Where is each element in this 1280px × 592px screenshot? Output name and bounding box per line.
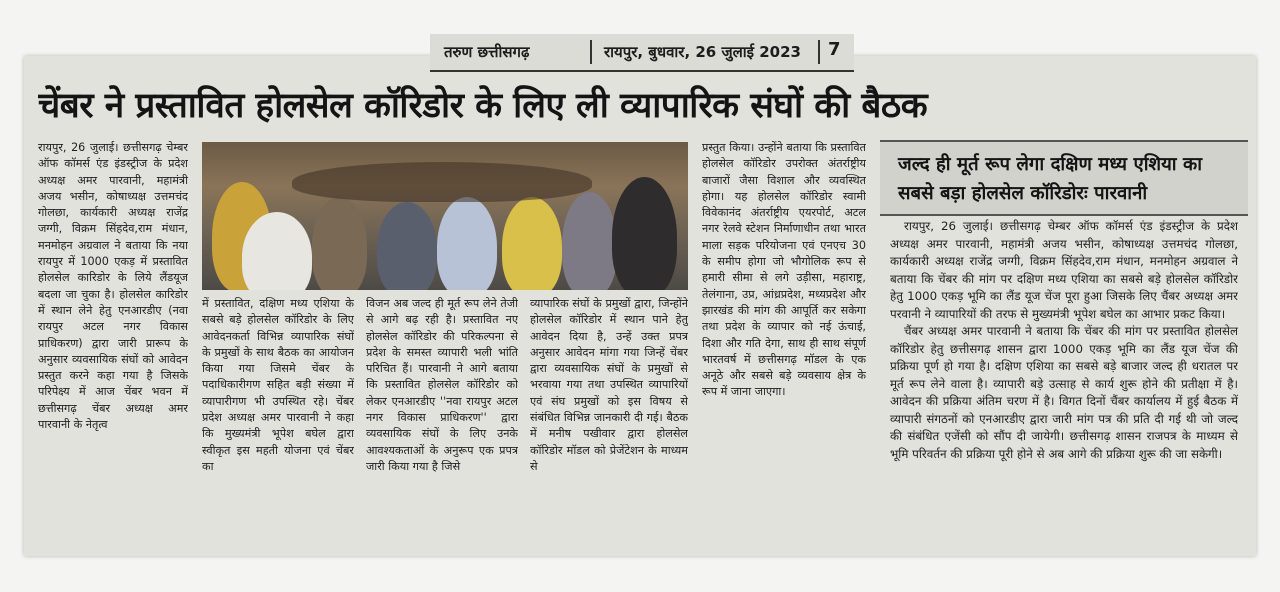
article-text: रायपुर, 26 जुलाई। छत्तीसगढ़ चेम्बर ऑफ कॉमर्स एंड इंडस्ट्रीज के प्रदेश अध्यक्ष अमर पारवानी, महामंत्री अजय भसीन, कोषाध्यक्ष उत्तमचंद गोलछा, कार्यकारी अध्यक्ष राजेंद्र जग्गी, विक्रम सिंहदेव,राम मंधान, मनमोहन अग्रवाल ने बताया कि नया रायपुर में 1000 एकड़ में प्रस्तावित होलसेल कारिडोर के लिये लैंडयूज बदला जा चुका है। होलसेल कारिडोर में स्थान लेने हेतु एनआरडीए (नवा रायपुर अटल नगर विकास प्राधिकरण) द्वारा जारी प्रारूप के अनुसार व्यवसायिक संघों को आवेदन प्रस्तुत करने कहा गया है जिसके परिपेक्ष्य में आज चेंबर भवन में छत्तीसगढ़ चेंबर अध्यक्ष अमर पारवानी के नेतृत्व xyxy=(38,141,188,432)
page-header xyxy=(430,34,854,72)
article-column-2 xyxy=(202,296,354,544)
header-divider xyxy=(590,40,592,64)
sidebar-paragraph-2: चैंबर अध्यक्ष अमर पारवानी ने बताया कि चेंबर की मांग पर प्रस्तावित होलसेल कॉरिडोर हेतु छत्तीसगढ़ शासन द्वारा 1000 एकड़ भूमि का लैंड यूज चेंज की प्रक्रिया पूर्ण हो गया है। दक्षिण एशिया का सबसे बड़े बाजार जल्द ही धरातल पर मूर्त रूप लेने वाला है। व्यापारी बड़े उत्साह से कार्य शुरू होने की प्रतीक्षा में है। आवेदन की प्रक्रिया अंतिम चरण में है। विगत दिनों चैंबर कार्यालय में हुई बैठक में व्यापारी संगठनों को एनआरडीए द्वारा जारी मांग पत्र की प्रति दी गई थी जो जल्द की संबंधित एजेंसी को सौंप दी जायेगी। छत्तीसगढ़ शासन राजपत्र के माध्यम से भूमि परिवर्तन की प्रक्रिया पूरी होने से अब आगे की प्रक्रिया शुरू की जा सकेगी। xyxy=(890,324,1238,461)
page-number: 7 xyxy=(828,39,841,60)
sidebar-title: जल्द ही मूर्त रूप लेगा दक्षिण मध्य एशिया का सबसे बड़ा होलसेल कॉरिडोरः पारवानी xyxy=(898,154,1203,204)
sidebar-paragraph-1: रायपुर, 26 जुलाई। छत्तीसगढ़ चेम्बर ऑफ कॉमर्स एंड इंडस्ट्रीज के प्रदेश अध्यक्ष अमर पारवानी, महामंत्री अजय भसीन, कोषाध्यक्ष उत्तमचंद गोलछा, कार्यकारी अध्यक्ष राजेंद्र जग्गी, विक्रम सिंहदेव,राम मंधान, मनमोहन अग्रवाल ने बताया कि चेंबर की मांग पर दक्षिण मध्य एशिया का सबसे बड़े होलसेल कॉरिडोर हेतु 1000 एकड़ भूमि का लैंड यूज चेंज पूरा हुआ जिसके लिए चैंबर अध्यक्ष अमर परवानी ने व्यापारियों की तरफ से मुख्यमंत्री भूपेश बघेल का आभार प्रकट किया। xyxy=(890,219,1238,321)
header-divider xyxy=(818,40,820,64)
article-text: व्यापारिक संघों के प्रमुखों द्वारा, जिन्होंने होलसेल कॉरिडोर में स्थान पाने हेतु आवेदन दिया है, उन्हें उक्त प्रपत्र अनुसार आवेदन मांगा गया जिन्हें चेंबर द्वारा व्यवसायिक संघों के प्रमुखों से भरवाया गया तथा उपस्थित व्यापारियों एवं संघ प्रमुखों को इस विषय से संबंधित विभिन्न जानकारी दी गई। बैठक में मनीष पखीवार द्वारा होलसेल कॉरिडोर मॉडल को प्रेजेंटेशन के माध्यम से xyxy=(530,297,688,473)
meeting-photo xyxy=(202,142,688,290)
article-column-3 xyxy=(366,296,518,544)
sidebar-article xyxy=(890,218,1238,542)
sidebar-headline-box xyxy=(880,140,1248,216)
article-column-4 xyxy=(530,296,688,544)
article-headline: चेंबर ने प्रस्तावित होलसेल कॉरिडोर के लिए ली व्यापारिक संघों की बैठक xyxy=(38,86,928,126)
article-text: में प्रस्तावित, दक्षिण मध्य एशिया के सबसे बड़े होलसेल कॉरिडोर के लिए आवेदनकर्ता विभिन्न व्यापारिक संघों के प्रमुखों के साथ बैठक का आयोजन किया गया जिसमे चेंबर के पदाधिकारीगण सहित बड़ी संख्या में व्यापारीगण भी उपस्थित रहे। चेंबर प्रदेश अध्यक्ष अमर पारवानी ने कहा कि मुख्यमंत्री भूपेश बघेल द्वारा स्वीकृत इस महती योजना एवं चेंबर का xyxy=(202,297,354,473)
article-column-5 xyxy=(702,140,866,544)
article-column-1 xyxy=(38,140,188,544)
dateline: रायपुर, बुधवार, 26 जुलाई 2023 xyxy=(604,43,801,61)
article-text: प्रस्तुत किया। उन्होंने बताया कि प्रस्तावित होलसेल कॉरिडोर उपरोक्त अंतर्राष्ट्रीय बाजारों जैसा विशाल और व्यवस्थित होगा। यह होलसेल कॉरिडोर स्वामी विवेकानंद अंतर्राष्ट्रीय एयरपोर्ट, अटल नगर रेलवे स्टेशन निर्माणाधीन तथा भारत माला सड़क परियोजना एवं एनएच 30 के समीप होगा जो भौगोलिक रूप से हमारी सीमा से लगे उड़ीसा, महाराष्ट्र, तेलंगाना, उप्र, आंध्रप्रदेश, मध्यप्रदेश और झारखंड की मांग की आपूर्ति कर सकेगा तथा प्रदेश के व्यापार को नई ऊंचाई, दिशा और गति देगा, साथ ही साथ संपूर्ण भारतवर्ष में छत्तीसगढ़ मॉडल के एक अनूठे और सबसे बड़े व्यवसाय क्षेत्र के रूप में जाना जाएगा। xyxy=(702,141,866,399)
article-text: विजन अब जल्द ही मूर्त रूप लेने तेजी से आगे बढ़ रही है। प्रस्तावित नए होलसेल कॉरिडोर की परिकल्पना से प्रदेश के समस्त व्यापारी भली भांति परिचित हैं। पारवानी ने आगे बताया कि प्रस्तावित होलसेल कॉरिडोर को लेकर एनआरडीए ''नवा रायपुर अटल नगर विकास प्राधिकरण'' द्वारा व्यवसायिक संघों के लिए उनके आवश्यकताओं के अनुरूप एक प्रपत्र जारी किया गया है जिसे xyxy=(366,297,518,473)
paper-name: तरुण छत्तीसगढ़ xyxy=(444,43,530,61)
